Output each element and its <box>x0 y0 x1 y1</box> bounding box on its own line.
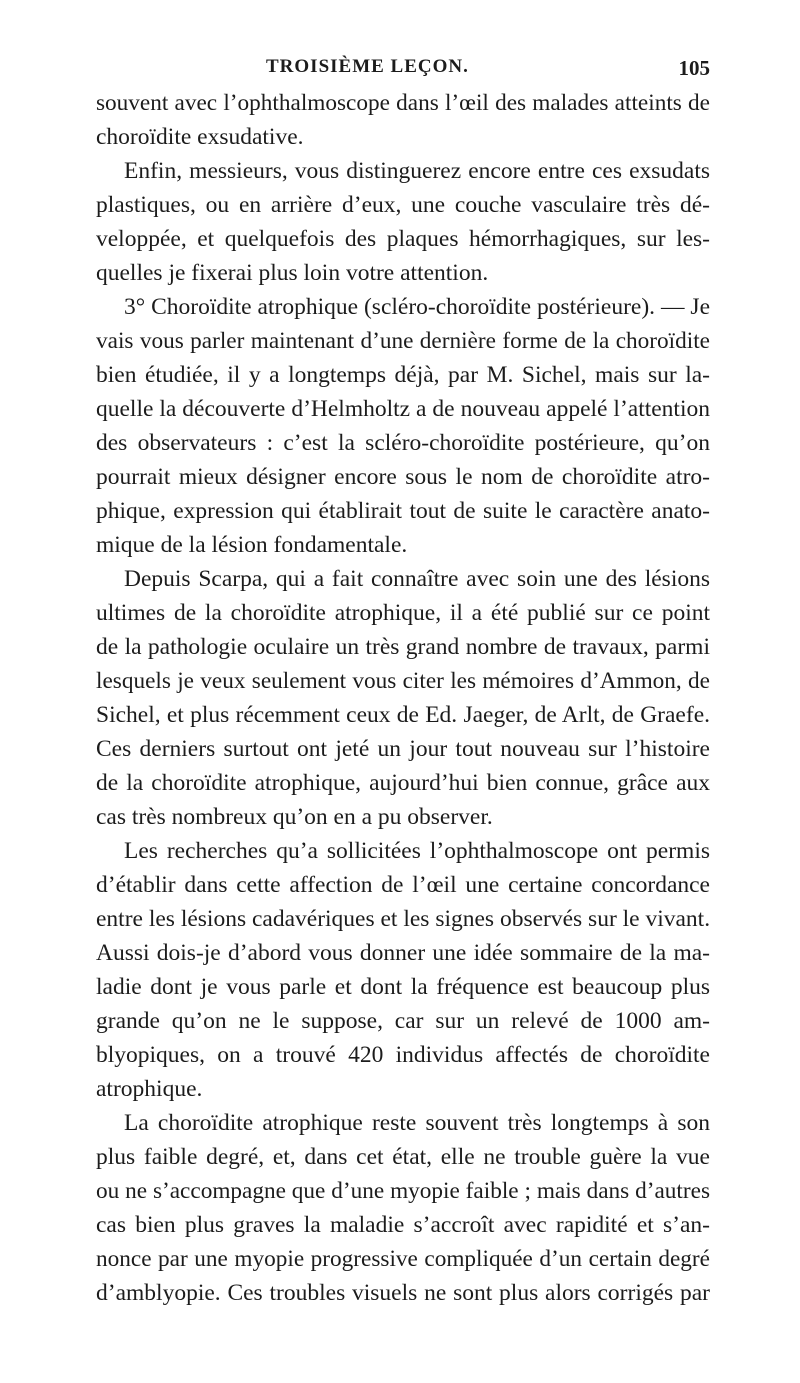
text-line: lesquels je veux seulement vous citer les mémoires d’Ammon, de <box>96 668 710 694</box>
text-line: ou ne s’accompagne que d’une myopie faible ; mais dans d’autres <box>96 1178 710 1204</box>
text-line: pourrait mieux désigner encore sous le nom de choroïdite atro- <box>96 464 710 490</box>
text-line: quelle la découverte d’Helmholtz a de nouveau appelé l’attention <box>96 396 710 422</box>
text-line: quelles je fixerai plus loin votre attention. <box>96 260 489 286</box>
text-line: 3° Choroïdite atrophique (scléro-choroïdite postérieure). — Je <box>124 294 710 320</box>
text-line: Depuis Scarpa, qui a fait connaître avec soin une des lésions <box>124 566 710 592</box>
running-title: TROISIÈME LEÇON. <box>266 56 469 77</box>
text-line: des observateurs : c’est la scléro-choroïdite postérieure, qu’on <box>96 430 710 456</box>
text-line: d’établir dans cette affection de l’œil une certaine concordance <box>96 872 710 898</box>
text-line: veloppée, et quelquefois des plaques hémorrhagiques, sur les- <box>96 226 710 252</box>
body-text <box>96 86 710 1310</box>
text-line: plastiques, ou en arrière d’eux, une couche vasculaire très dé- <box>96 192 710 218</box>
text-line: plus faible degré, et, dans cet état, elle ne trouble guère la vue <box>96 1144 710 1170</box>
text-line: Aussi dois-je d’abord vous donner une idée sommaire de la ma- <box>96 940 710 966</box>
text-line: entre les lésions cadavériques et les signes observés sur le vivant. <box>96 906 711 932</box>
text-line: blyopiques, on a trouvé 420 individus affectés de choroïdite <box>96 1042 710 1068</box>
text-line: ultimes de la choroïdite atrophique, il a été publié sur ce point <box>96 600 710 626</box>
text-line: souvent avec l’ophthalmoscope dans l’œil des malades atteints de <box>96 90 710 116</box>
text-line: de la pathologie oculaire un très grand nombre de travaux, parmi <box>96 634 710 660</box>
text-line: Les recherches qu’a sollicitées l’ophthalmoscope ont permis <box>124 838 710 864</box>
text-line: ladie dont je vous parle et dont la fréquence est beaucoup plus <box>96 974 710 1000</box>
page-number: 105 <box>678 56 710 80</box>
text-line: d’amblyopie. Ces troubles visuels ne sont plus alors corrigés par <box>96 1280 710 1306</box>
text-line: bien étudiée, il y a longtemps déjà, par M. Sichel, mais sur la- <box>96 362 710 388</box>
text-line: choroïdite exsudative. <box>96 124 304 150</box>
text-line: atrophique. <box>96 1076 203 1102</box>
text-line: phique, expression qui établirait tout de suite le caractère anato- <box>96 498 710 524</box>
text-line: cas bien plus graves la maladie s’accroît avec rapidité et s’an- <box>96 1212 710 1238</box>
text-line: de la choroïdite atrophique, aujourd’hui bien connue, grâce aux <box>96 770 710 796</box>
text-line: grande qu’on ne le suppose, car sur un relevé de 1000 am- <box>96 1008 710 1034</box>
text-line: La choroïdite atrophique reste souvent très longtemps à son <box>124 1110 710 1136</box>
text-line: vais vous parler maintenant d’une dernière forme de la choroïdite <box>96 328 710 354</box>
text-line: nonce par une myopie progressive compliquée d’un certain degré <box>96 1246 710 1272</box>
text-line: mique de la lésion fondamentale. <box>96 532 408 558</box>
text-line: Sichel, et plus récemment ceux de Ed. Jaeger, de Arlt, de Graefe. <box>96 702 710 728</box>
text-line: Enfin, messieurs, vous distinguerez encore entre ces exsudats <box>124 158 710 184</box>
running-head <box>96 56 710 82</box>
text-line: Ces derniers surtout ont jeté un jour tout nouveau sur l’histoire <box>96 736 710 762</box>
text-line: cas très nombreux qu’on en a pu observer. <box>96 804 493 830</box>
